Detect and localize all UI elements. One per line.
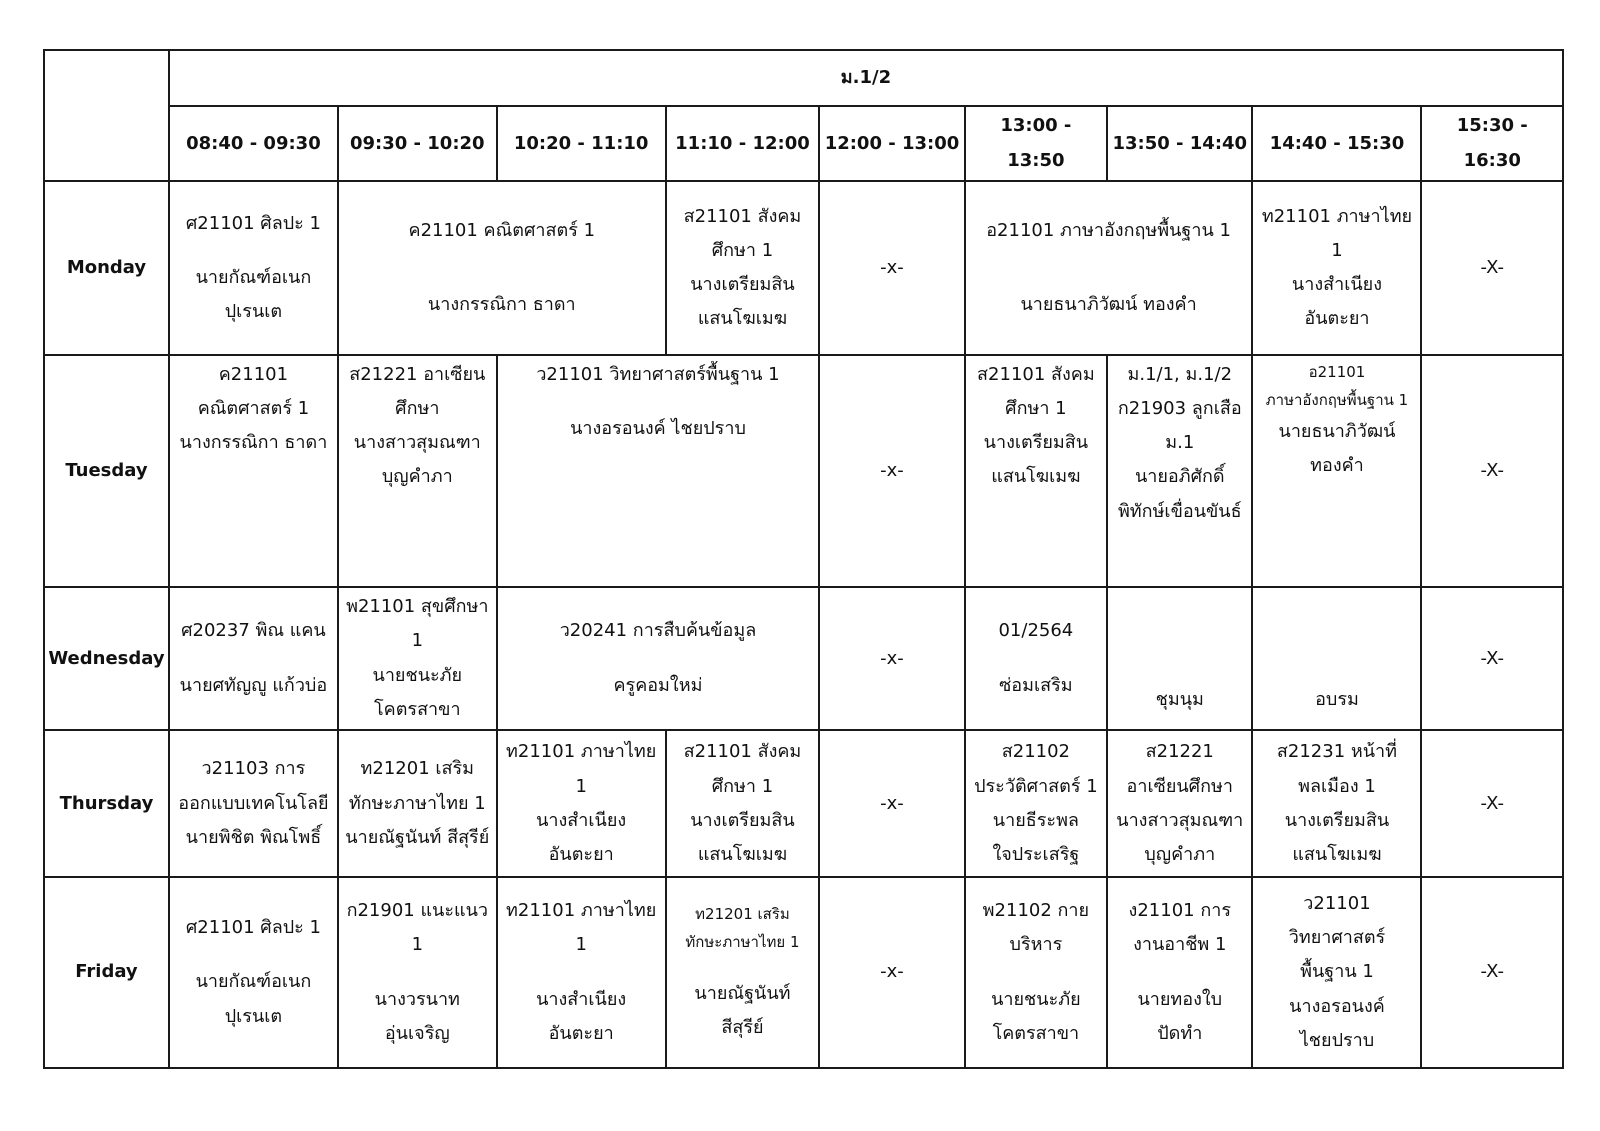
class-cell: ท21101 ภาษาไทย 1 นางสำเนียง อันตะยา [497,877,666,1068]
period-header: 11:10 - 12:00 [666,106,820,181]
class-cell: พ21102 กาย บริหาร นายชนะภัย โคตรสาขา [965,877,1107,1068]
lunch-cell: -x- [819,355,964,587]
class-cell: ส21221 อาเซียน ศึกษา นางสาวสุมณฑา บุญคำภา [338,355,497,587]
lunch-cell: -x- [819,181,964,355]
class-cell: ส21221 อาเซียนศึกษา นางสาวสุมณฑา บุญคำภา [1107,730,1252,877]
class-cell: ส21231 หน้าที่ พลเมือง 1 นางเตรียมสิน แสนโฆเมฆ [1252,730,1421,877]
row-wednesday [44,587,1563,730]
class-cell: อ21101 ภาษาอังกฤษพื้นฐาน 1 นายธนาภิวัฒน์ ทองคำ [1252,355,1421,587]
class-cell: ค21101 คณิตศาสตร์ 1 นางกรรณิกา ธาดา [338,181,666,355]
class-header-row [44,50,1563,106]
end-cell: -X- [1421,355,1563,587]
class-cell: ท21201 เสริม ทักษะภาษาไทย 1 นายณัฐนันท์ สีสุรีย์ [666,877,820,1068]
lunch-cell: -x- [819,587,964,730]
period-header: 09:30 - 10:20 [338,106,497,181]
activity-cell: ชุมนุม [1107,587,1252,730]
day-label: Tuesday [44,355,169,587]
class-cell: ท21101 ภาษาไทย 1 นางสำเนียง อันตะยา [1252,181,1421,355]
period-header: 13:00 - 13:50 [965,106,1107,181]
class-cell: ว20241 การสืบค้นข้อมูล ครูคอมใหม่ [497,587,820,730]
class-cell: ว21101 วิทยาศาสตร์พื้นฐาน 1 นางอรอนงค์ ไชยปราบ [497,355,820,587]
class-cell: ค21101 คณิตศาสตร์ 1 นางกรรณิกา ธาดา [169,355,338,587]
period-header: 14:40 - 15:30 [1252,106,1421,181]
class-cell: ศ21101 ศิลปะ 1 นายกัณฑ์อเนก ปุเรนเต [169,181,338,355]
period-header-row [44,106,1563,181]
class-cell: พ21101 สุขศึกษา 1 นายชนะภัย โคตรสาขา [338,587,497,730]
corner-cell [44,50,169,181]
day-label: Monday [44,181,169,355]
class-cell: ท21101 ภาษาไทย 1 นางสำเนียง อันตะยา [497,730,666,877]
row-friday [44,877,1563,1068]
period-header: 10:20 - 11:10 [497,106,666,181]
row-tuesday [44,355,1563,587]
class-cell: ส21101 สังคม ศึกษา 1 นางเตรียมสิน แสนโฆเมฆ [666,730,820,877]
end-cell: -X- [1421,877,1563,1068]
class-cell: ท21201 เสริม ทักษะภาษาไทย 1 นายณัฐนันท์ สีสุรีย์ [338,730,497,877]
end-cell: -X- [1421,730,1563,877]
day-label: Thursday [44,730,169,877]
class-cell: ว21101 วิทยาศาสตร์ พื้นฐาน 1 นางอรอนงค์ ไชยปราบ [1252,877,1421,1068]
end-cell: -X- [1421,181,1563,355]
class-cell: ก21901 แนะแนว 1 นางวรนาท อุ่นเจริญ [338,877,497,1068]
day-label: Wednesday [44,587,169,730]
row-thursday [44,730,1563,877]
end-cell: -X- [1421,587,1563,730]
activity-cell: 01/2564 ซ่อมเสริม [965,587,1107,730]
period-header: 08:40 - 09:30 [169,106,338,181]
class-cell: อ21101 ภาษาอังกฤษพื้นฐาน 1 นายธนาภิวัฒน์ ทองคำ [965,181,1253,355]
activity-cell: อบรม [1252,587,1421,730]
class-cell: ง21101 การ งานอาชีพ 1 นายทองใบ ปัดทำ [1107,877,1252,1068]
class-cell: ส21101 สังคม ศึกษา 1 นางเตรียมสิน แสนโฆเมฆ [666,181,820,355]
period-header: 15:30 - 16:30 [1421,106,1563,181]
period-header: 12:00 - 13:00 [819,106,964,181]
class-cell: ส21102 ประวัติศาสตร์ 1 นายธีระพล ใจประเสริฐ [965,730,1107,877]
class-cell: ศ20237 พิณ แคน นายศทัญญู แก้วบ่อ [169,587,338,730]
timetable [43,49,1564,1069]
class-cell: ศ21101 ศิลปะ 1 นายกัณฑ์อเนก ปุเรนเต [169,877,338,1068]
day-label: Friday [44,877,169,1068]
lunch-cell: -x- [819,877,964,1068]
period-header: 13:50 - 14:40 [1107,106,1252,181]
lunch-cell: -x- [819,730,964,877]
class-cell: ม.1/1, ม.1/2 ก21903 ลูกเสือ ม.1 นายอภิศักดิ์ พิทักษ์เขื่อนขันธ์ [1107,355,1252,587]
class-cell: ส21101 สังคม ศึกษา 1 นางเตรียมสิน แสนโฆเมฆ [965,355,1107,587]
class-cell: ว21103 การ ออกแบบเทคโนโลยี นายพิชิต พิณโพธิ์ [169,730,338,877]
class-name: ม.1/2 [169,50,1563,106]
row-monday [44,181,1563,355]
